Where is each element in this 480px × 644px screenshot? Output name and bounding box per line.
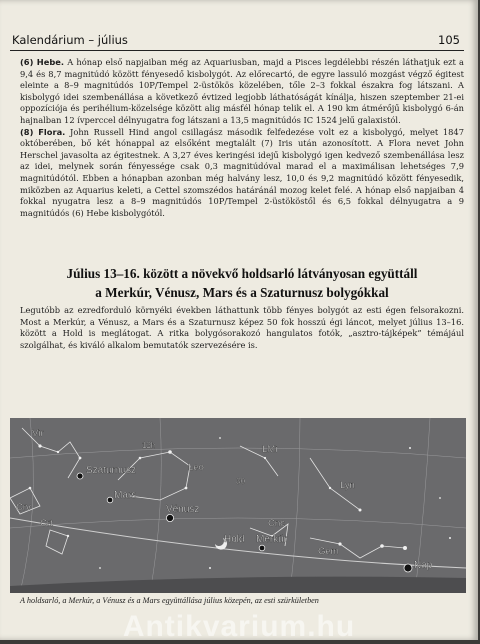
label-grid-12h: 12h bbox=[142, 441, 156, 450]
constellation-lines bbox=[10, 428, 405, 558]
label-grid-30: 30 bbox=[236, 477, 245, 486]
star-map bbox=[10, 418, 466, 593]
label-crt: Crt bbox=[40, 518, 53, 529]
venusz-marker bbox=[166, 514, 173, 521]
running-header bbox=[10, 30, 464, 51]
asteroid-notes bbox=[20, 57, 464, 219]
label-merkur: Merkúr bbox=[256, 534, 288, 545]
mars-marker bbox=[107, 497, 113, 503]
label-lyn: Lyn bbox=[340, 480, 355, 491]
label-crv: Crv bbox=[16, 502, 31, 513]
flora-text: John Russell Hind angol csillagász második felfedezése volt ez a kisbolygó, melyet 1847 októberében, bő két hónappal az elsőként megtalált (7) Iris után azonosított. A Flora nevet John Herschel javasolta az égitestnek. A 3,27 éves keringési idejű kisbolygó igen kedvező szembenállása lesz az idei, melynek során fényessége csak 0,3 magnitúdóval marad el a maximálisan lehetséges 7,9 magnitúdótól. Ebben a hónapban azonban még halvány lesz, 10,0 és 9,2 magnitúdó között fényesedik, miközben az Aquarius keleti, a Cettel szomszédos határánál mozog kelet felé. A hónap első napjaiban 4 fokkal nyugatra lesz a 8–9 magnitúdós 10P/Tempel 2-üstököstől és 6,5 fokkal délnyugatra a 9 magnitúdós (6) Hebe kisbolygótól. bbox=[20, 126, 464, 218]
header-title: Kalendárium – július bbox=[12, 33, 128, 47]
hebe-paragraph bbox=[20, 57, 464, 127]
merkur-marker bbox=[259, 545, 265, 551]
background-stars bbox=[29, 437, 451, 569]
flora-paragraph bbox=[20, 127, 464, 220]
label-venusz: Vénusz bbox=[166, 504, 200, 515]
page-number: 105 bbox=[438, 33, 460, 47]
label-hold: Hold bbox=[224, 534, 245, 545]
watermark: Antikvarium.hu bbox=[122, 610, 356, 643]
map-caption: A holdsarló, a Merkúr, a Vénusz és a Mars együttállása július közepén, az esti szürkületben bbox=[20, 596, 319, 605]
horizon bbox=[10, 577, 466, 593]
nap-marker bbox=[404, 564, 412, 572]
label-mars: Mars bbox=[114, 490, 137, 501]
label-vir: Vir bbox=[32, 428, 44, 439]
label-gem: Gem bbox=[318, 546, 339, 557]
section-intro: Legutóbb az ezredforduló környéki években láthattunk több fényes bolygót az esti égen felsorakozni. Most a Merkúr, a Vénusz, a Mars és a Szaturnusz képez 50 fok hosszú égi láncot, melyet július 13–16. között a Hold is meglátogat. A ritka bolygósorakozó hangulatos fotók, „asztro-tájképek” témájául szolgálhat, és kiváló alkalom bemutatók szervezésére is. bbox=[20, 305, 464, 350]
vir-lines bbox=[22, 428, 80, 478]
crt-lines bbox=[46, 530, 68, 554]
section-heading-line-2: a Merkúr, Vénusz, Mars és a Szaturnusz bolygókkal bbox=[95, 285, 389, 300]
label-szaturnusz: Szaturnusz bbox=[86, 465, 137, 476]
hebe-text: A hónap első napjaiban még az Aquariusban, majd a Pisces legdélebbi részén láthatjuk ezt a 9,4 és 8,7 magnitúdó között fényesedő kisbolygót. Az előrecartó, de egyre lassuló mozgást végző égitest eleinte a 8–9 magnitúdós 10P/Tempel 2-üstökös közelében, tőle 2–3 fokkal északra fog látszani. A kisbolygó idei szembenállása a következő évtized legjobb láthatóságát kínálja, hiszen szeptember 21-ei oppozíciója és perihélium-közelsége között alig másfél hónap telik el. A 190 km átmérőjű kisbolygó 6-án hajnalban 12 ívperccel délnyugatra fog látszani a 13,5 magnitúdós IC 1524 jelű galaxistól. bbox=[20, 57, 465, 125]
label-lmi: LMi bbox=[262, 444, 278, 455]
section-heading-line-1: Július 13–16. között a növekvő holdsarló látványosan együttáll bbox=[66, 266, 418, 281]
star-map-svg bbox=[10, 418, 466, 593]
coordinate-grid bbox=[10, 418, 466, 593]
hebe-tag: (6) Hebe. bbox=[20, 57, 65, 67]
label-leo: Leo bbox=[188, 462, 204, 473]
label-cnc: Cnc bbox=[268, 518, 285, 529]
label-nap: Nap bbox=[414, 560, 433, 571]
flora-tag: (8) Flora. bbox=[20, 126, 66, 137]
section-heading bbox=[20, 264, 464, 302]
szaturnusz-marker bbox=[77, 473, 83, 479]
